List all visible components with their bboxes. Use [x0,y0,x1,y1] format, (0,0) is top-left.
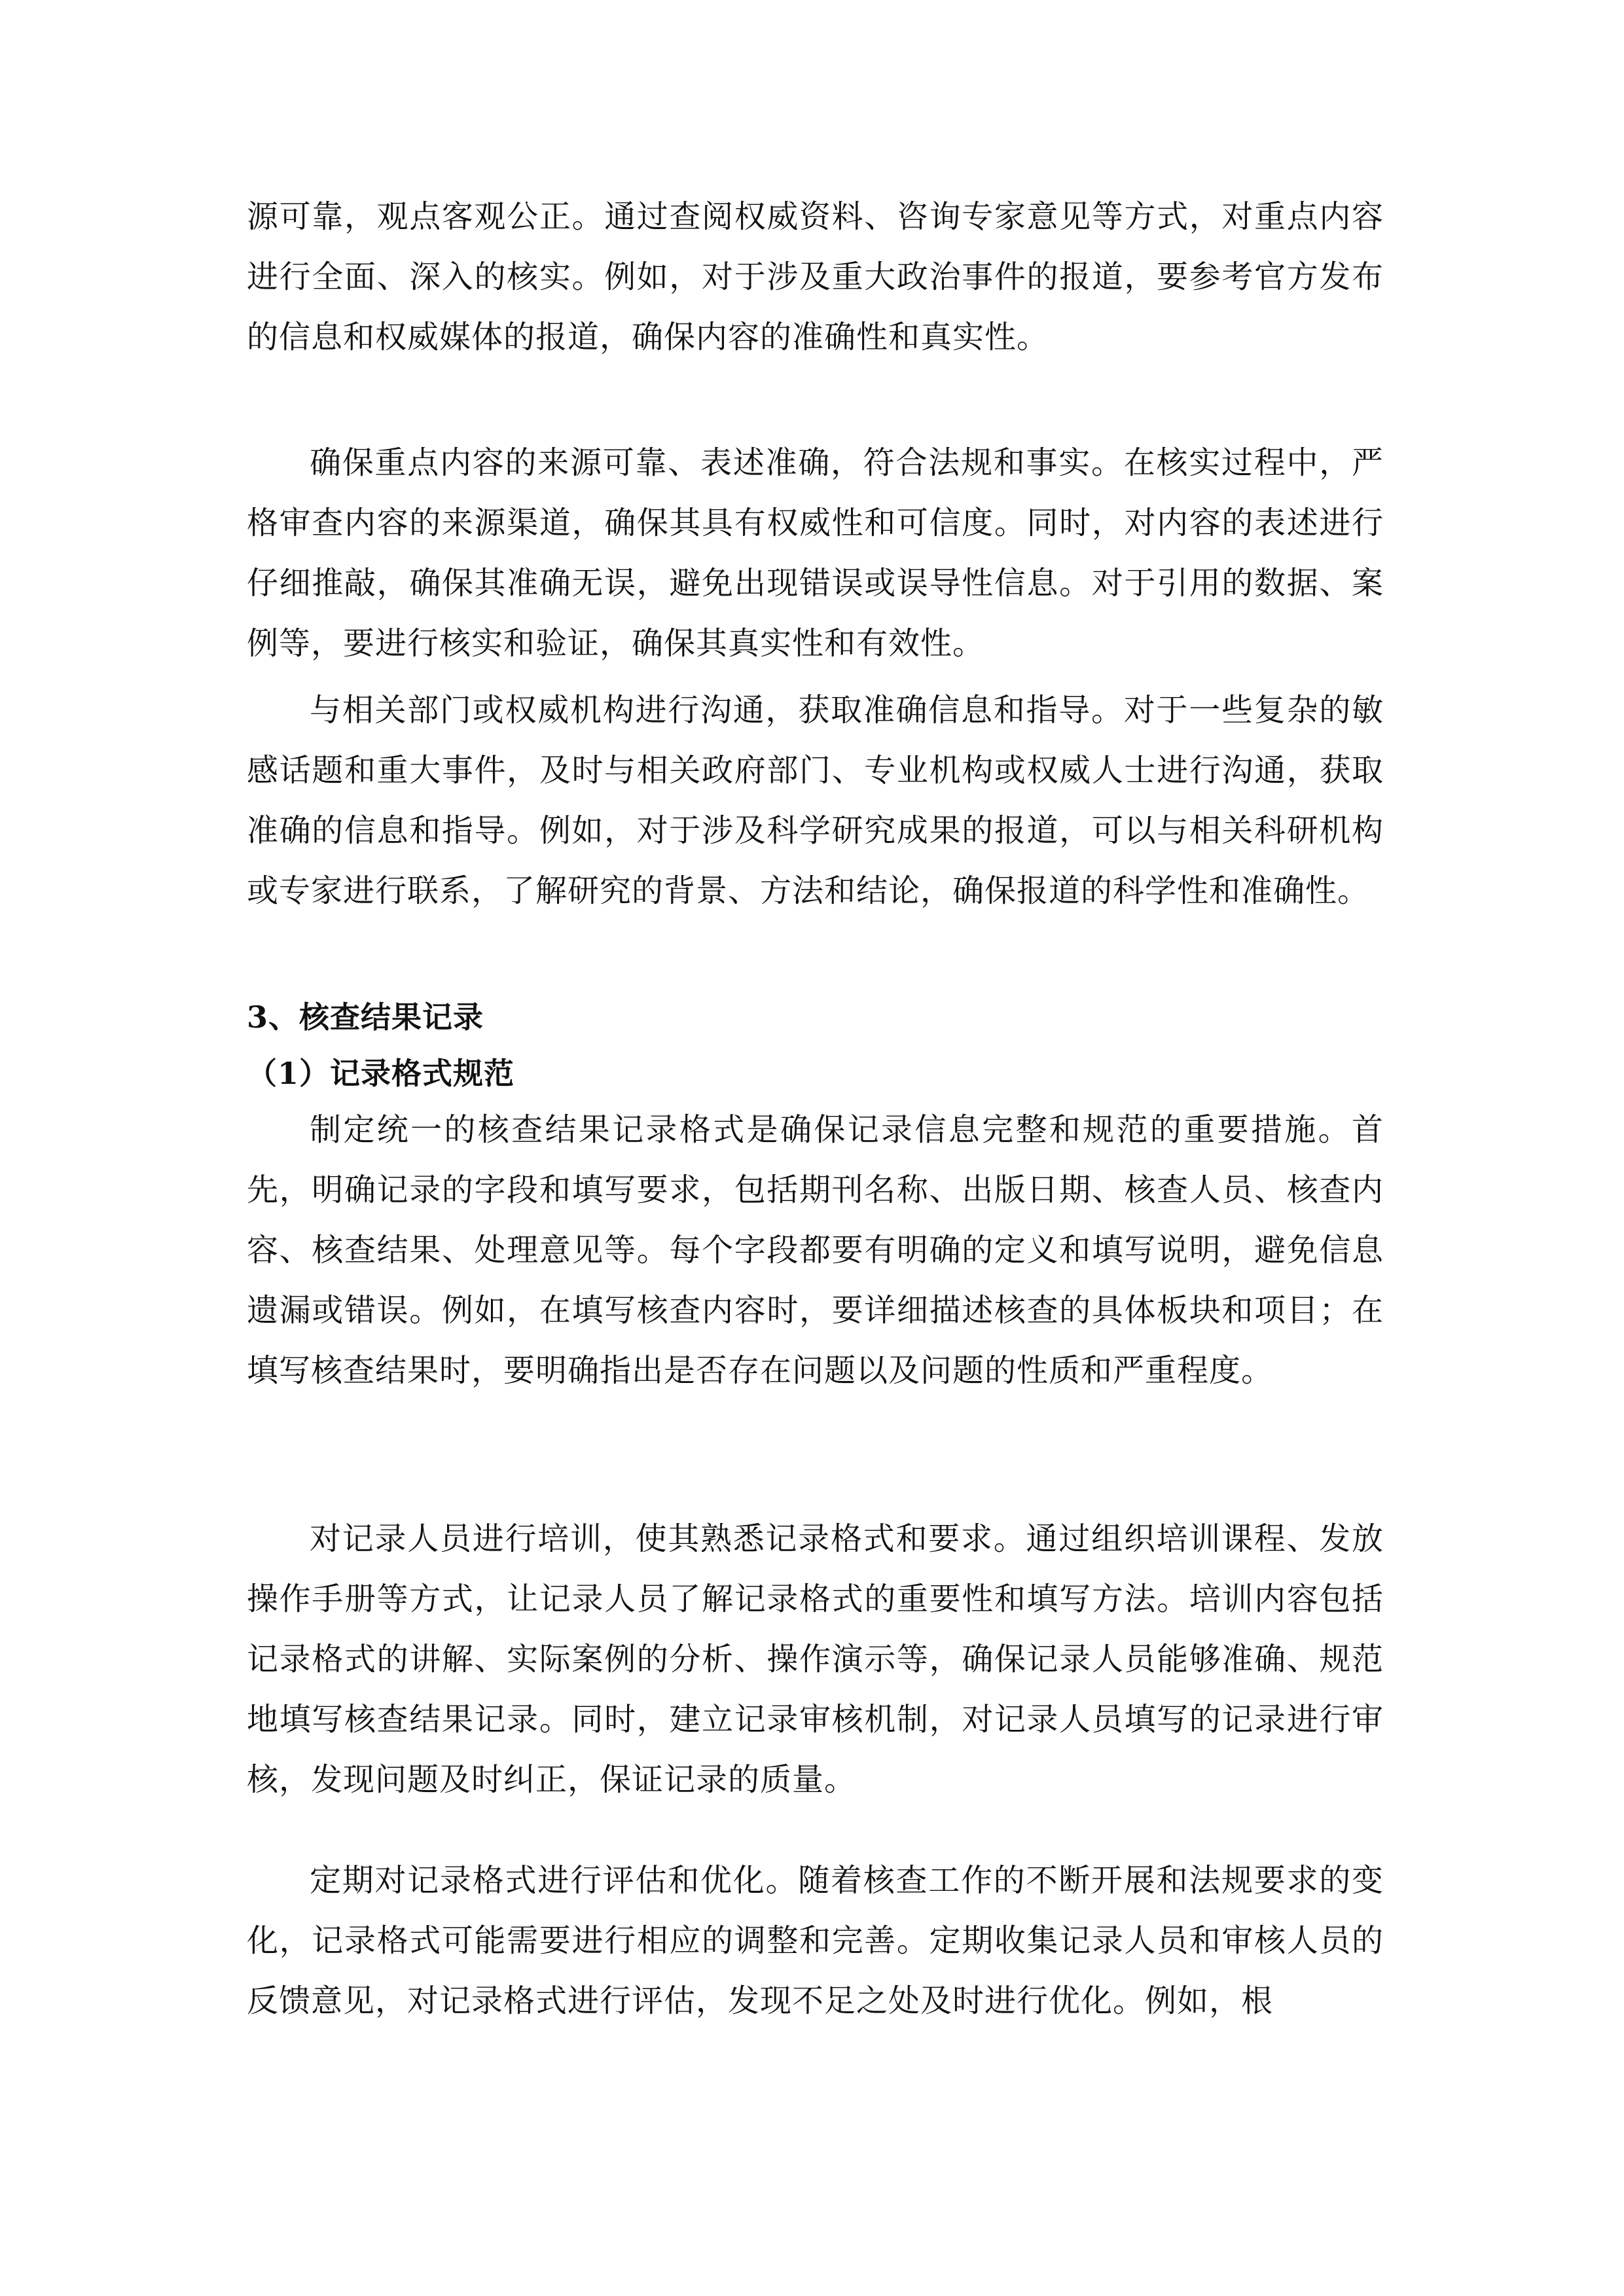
section-heading: 3、核查结果记录 [247,999,484,1035]
paragraph-6: 定期对记录格式进行评估和优化。随着核查工作的不断开展和法规要求的变化，记录格式可能需要进行相应的调整和完善。定期收集记录人员和审核人员的反馈意见，对记录格式进行评估，发现不足之处及时进行优化。例如，根 [247,1862,1384,2019]
paragraph-2: 确保重点内容的来源可靠、表述准确，符合法规和事实。在核实过程中，严格审查内容的来源渠道，确保其具有权威性和可信度。同时，对内容的表述进行仔细推敲，确保其准确无误，避免出现错误或误导性信息。对于引用的数据、案例等，要进行核实和验证，确保其真实性和有效性。 [247,444,1384,662]
paragraph-4: 制定统一的核查结果记录格式是确保记录信息完整和规范的重要措施。首先，明确记录的字段和填写要求，包括期刊名称、出版日期、核查人员、核查内容、核查结果、处理意见等。每个字段都要有明确的定义和填写说明，避免信息遗漏或错误。例如，在填写核查内容时，要详细描述核查的具体板块和项目；在填写核查结果时，要明确指出是否存在问题以及问题的性质和严重程度。 [247,1111,1384,1389]
paragraph-5: 对记录人员进行培训，使其熟悉记录格式和要求。通过组织培训课程、发放操作手册等方式，让记录人员了解记录格式的重要性和填写方法。培训内容包括记录格式的讲解、实际案例的分析、操作演示等，确保记录人员能够准确、规范地填写核查结果记录。同时，建立记录审核机制，对记录人员填写的记录进行审核，发现问题及时纠正，保证记录的质量。 [247,1520,1384,1798]
paragraph-3: 与相关部门或权威机构进行沟通，获取准确信息和指导。对于一些复杂的敏感话题和重大事件，及时与相关政府部门、专业机构或权威人士进行沟通，获取准确的信息和指导。例如，对于涉及科学研究成果的报道，可以与相关科研机构或专家进行联系，了解研究的背景、方法和结论，确保报道的科学性和准确性。 [247,692,1384,909]
subsection-heading: （1）记录格式规范 [247,1056,515,1091]
paragraph-1: 源可靠，观点客观公正。通过查阅权威资料、咨询专家意见等方式，对重点内容进行全面、深入的核实。例如，对于涉及重大政治事件的报道，要参考官方发布的信息和权威媒体的报道，确保内容的准确性和真实性。 [247,198,1384,355]
